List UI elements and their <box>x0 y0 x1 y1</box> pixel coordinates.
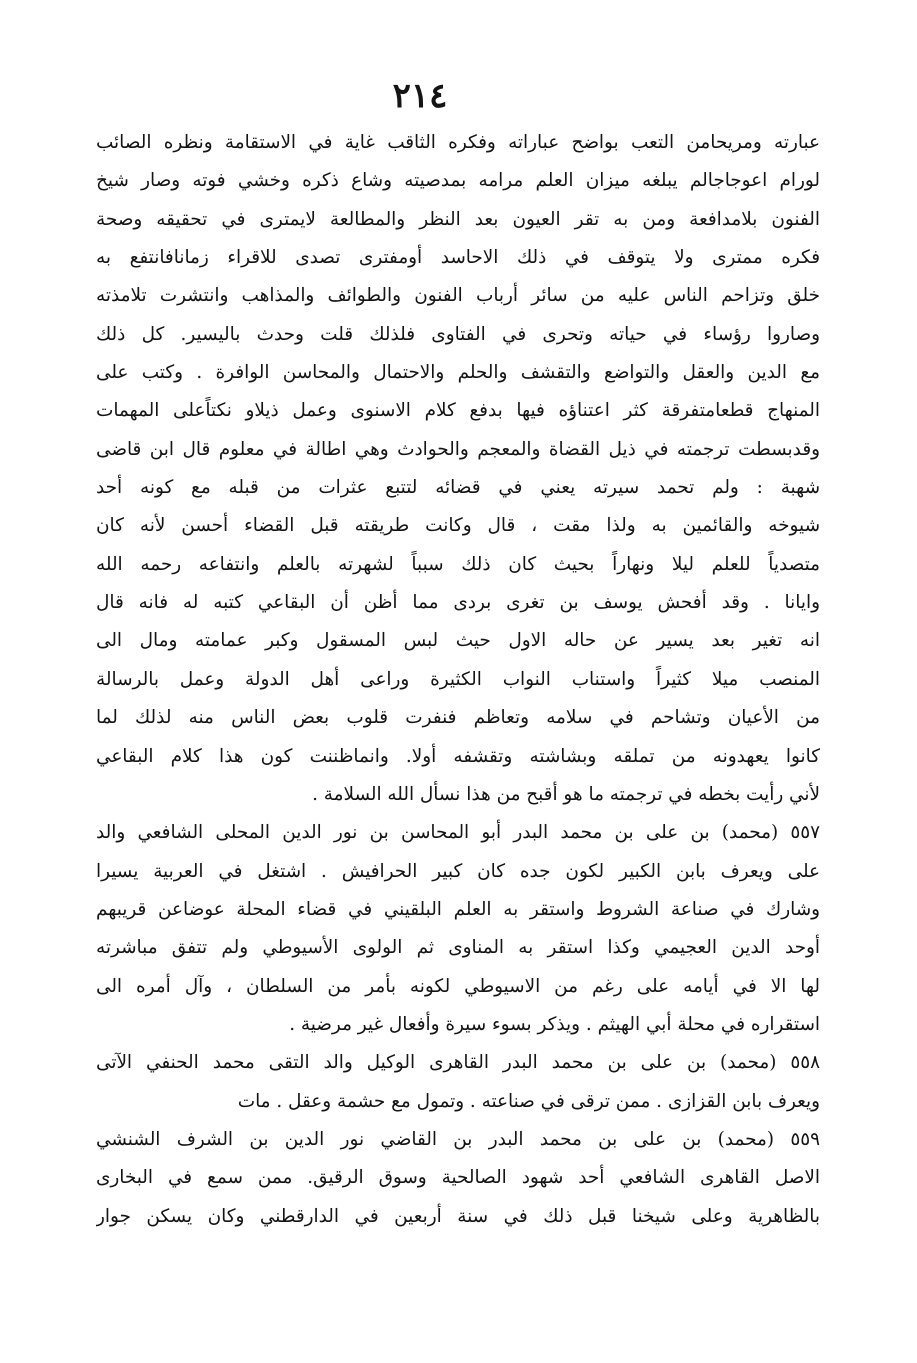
text-line: متصدياً للعلم ليلا ونهاراً بحيث كان ذلك سبباً لشهرته بالعلم وانتفاعه رحمه الله <box>96 553 820 575</box>
text-line: بالظاهرية وعلى شيخنا قبل ذلك في سنة أربعين في الدارقطني وكان يسكن جوار <box>96 1205 820 1227</box>
text-line: من الأعيان وتشاحم في سلامه وتعاظم فنفرت قلوب بعض الناس منه لذلك لما <box>96 707 820 729</box>
text-line: ويعرف بابن القزازى . ممن ترقى في صناعته . وتمول مع حشمة وعقل . مات <box>237 1090 820 1112</box>
text-line: لورام اعوجاجالم يبلغه ميزان العلم مرامه بمدصيته وشاع ذكره وخشي فوته وصار شيخ <box>96 170 820 192</box>
text-line: كانوا يعهدونه من تملقه وبشاشته وتقشفه أولا. وانماظننت كون هذا كلام البقاعي <box>96 745 820 767</box>
text-line: مع الدين والعقل والتواضع والتقشف والحلم والاحتمال والمحاسن الوافرة . وكتب على <box>96 362 820 384</box>
text-line: على ويعرف بابن الكبير لكون جده كان كبير الحرافيش . اشتغل في العربية يسيرا <box>96 860 820 882</box>
body-text <box>96 124 820 1236</box>
text-line: لها الا في أيامه على رغم من الاسيوطي لكونه بأمر من السلطان ، وآل أمره الى <box>96 975 820 997</box>
text-line: استقراره في محلة أبي الهيثم . ويذكر بسوء سيرة وأفعال غير مرضية . <box>289 1013 820 1035</box>
text-line: شيوخه والقائمين به ولذا مقت ، قال وكانت طريقته قبل القضاء أحسن لأنه كان <box>96 515 820 537</box>
text-line: المنهاج قطعامتفرقة كثر اعتناؤه فيها بدفع كلام الاسنوى وعمل ذيلاو نكتاًعلى المهمات <box>96 400 820 422</box>
text-line: وقدبسطت ترجمته في ذيل القضاة والمعجم والحوادث وهي اطالة في معلوم قال ابن قاضى <box>96 438 820 460</box>
text-line: شهبة : ولم تحمد سيرته يعني في قضائه لتتبع عثرات من قبله مع كونه أحد <box>96 477 820 499</box>
text-line: أوحد الدين العجيمي وكذا استقر به المناوى ثم الولوى الأسيوطي ولم تتفق مباشرته <box>96 937 820 959</box>
text-line: وايانا . وقد أفحش يوسف بن تغرى بردى مما أظن أن البقاعي كتبه له فانه قال <box>96 592 820 614</box>
text-line: المنصب ميلا كثيراً واستناب النواب الكثيرة وراعى أهل الدولة وعمل بالرسالة <box>96 668 820 690</box>
text-line: وصاروا رؤساء في حياته وتحرى في الفتاوى فلذلك قلت وحدث باليسير. كل ذلك <box>96 323 820 345</box>
text-line: فكره ممترى ولا يتوقف في ذلك الاحاسد أومفترى تصدى للاقراء زمانافانتفع به <box>96 247 820 269</box>
text-line: لأني رأيت بخطه في ترجمته ما هو أقبح من هذا نسأل الله السلامة . <box>312 783 820 805</box>
entry-558-line: ٥٥٨ (محمد) بن على بن محمد البدر القاهرى الوكيل والد التقى محمد الحنفي الآتى <box>96 1052 820 1074</box>
text-line: عبارته ومريحامن التعب بواضح عباراته وفكره الثاقب غاية في الاستقامة ونظره الصائب <box>96 132 820 153</box>
entry-557-line: ٥٥٧ (محمد) بن على بن محمد البدر أبو المحاسن بن نور الدين المحلى الشافعي والد <box>96 822 820 844</box>
text-line: الفنون بلامدافعة ومن به تقر العيون بعد النظر والمطالعة لايمترى في تحقيقه وصحة <box>96 208 820 230</box>
text-line: وشارك في صناعة الشروط واستقر به العلم البلقيني في قضاء المحلة عوضاعن قريبهم <box>96 898 820 920</box>
entry-559-line: ٥٥٩ (محمد) بن على بن محمد البدر بن القاضي نور الدين بن الشرف الشنشي <box>96 1128 820 1150</box>
page-number: ٢١٤ <box>392 76 448 116</box>
text-line: الاصل القاهرى الشافعي أحد شهود الصالحية وسوق الرقيق. ممن سمع في البخارى <box>96 1167 820 1189</box>
text-line: انه تغير بعد يسير عن حاله الاول حيث لبس المسقول وكبر عمامته ومال الى <box>96 630 820 652</box>
text-line: خلق وتزاحم الناس عليه من سائر أرباب الفنون والطوائف والمذاهب وانتشرت تلامذته <box>96 285 820 307</box>
